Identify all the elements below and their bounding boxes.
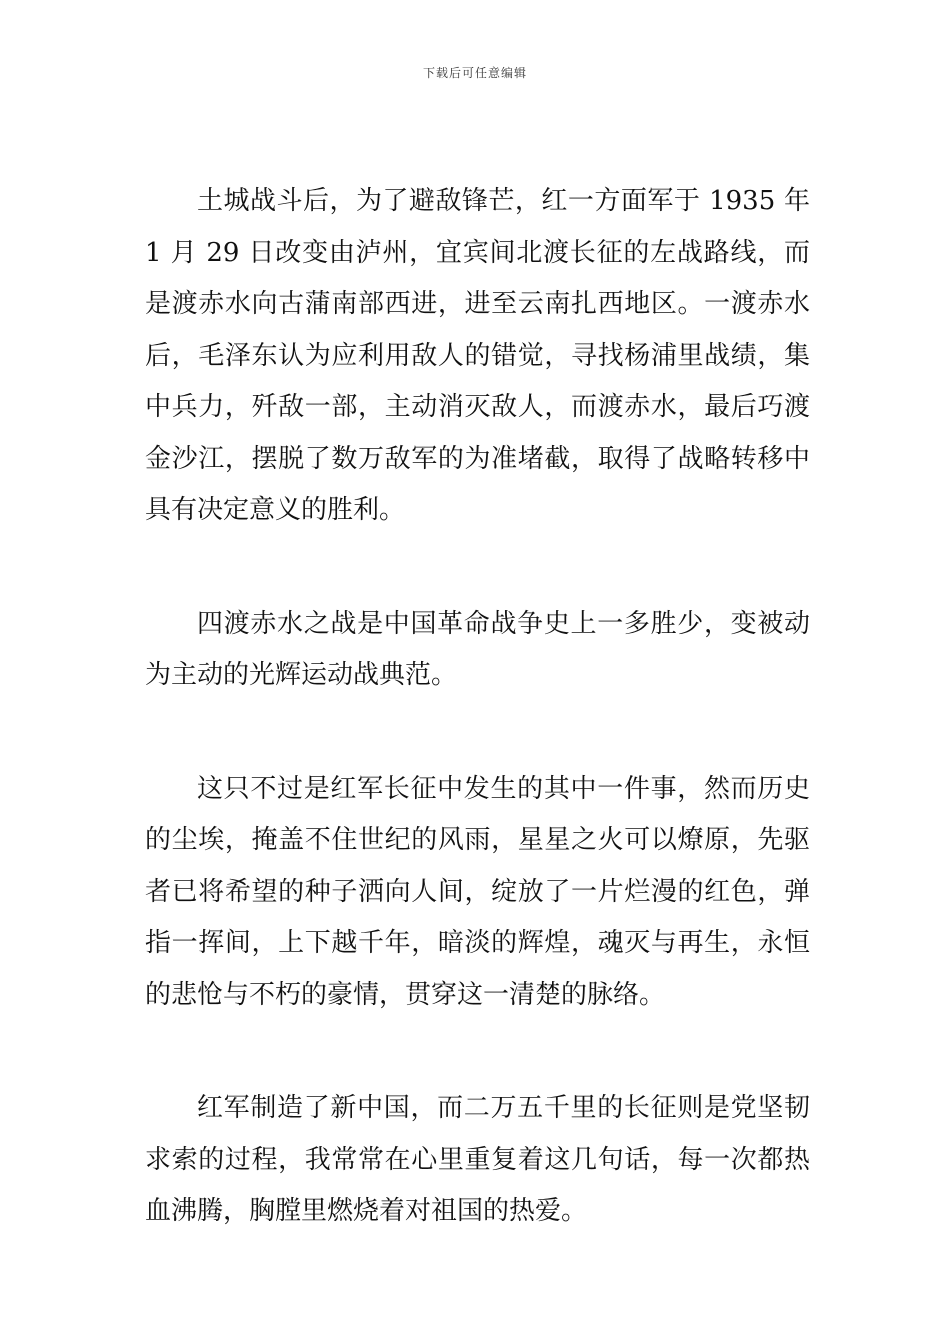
- paragraph-1: 土城战斗后，为了避敌锋芒，红一方面军于 1935 年 1 月 29 日改变由泸州，宜宾间北渡长征的左战路线，而是渡赤水向古蒲南部西进，进至云南扎西地区。一渡赤水后，毛泽东认为应利用敌人的错觉，寻找杨浦里战绩，集中兵力，歼敌一部，主动消灭敌人，而渡赤水，最后巧渡金沙江，摆脱了数万敌军的为准堵截，取得了战略转移中具有决定意义的胜利。: [145, 186, 810, 525]
- paragraph-2: 四渡赤水之战是中国革命战争史上一多胜少，变被动为主动的光辉运动战典范。: [145, 608, 810, 690]
- document-body: [145, 176, 810, 1300]
- header-note: 下载后可任意编辑: [422, 66, 527, 80]
- paragraph-3: 这只不过是红军长征中发生的其中一件事，然而历史的尘埃，掩盖不住世纪的风雨，星星之火可以燎原，先驱者已将希望的种子洒向人间，绽放了一片烂漫的红色，弹指一挥间，上下越千年，暗淡的辉煌，魂灭与再生，永恒的悲怆与不朽的豪情，贯穿这一清楚的脉络。: [145, 773, 810, 1010]
- paragraph-4: 红军制造了新中国，而二万五千里的长征则是党坚韧求索的过程，我常常在心里重复着这几句话，每一次都热血沸腾，胸膛里燃烧着对祖国的热爱。: [145, 1093, 810, 1226]
